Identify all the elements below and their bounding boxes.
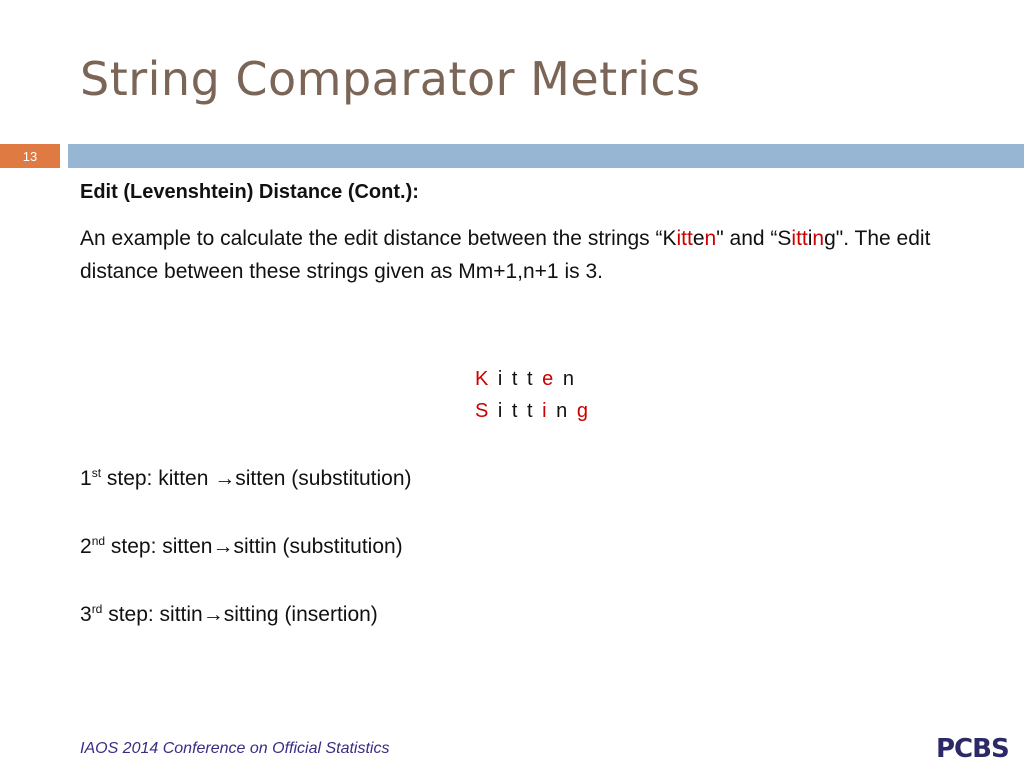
step-2-after: sittin (substitution): [233, 535, 403, 558]
sitting-s: S: [475, 400, 491, 422]
arrow-right-icon: →: [212, 535, 234, 558]
footer-text: IAOS 2014 Conference on Official Statistics: [80, 740, 390, 757]
subheading: Edit (Levenshtein) Distance (Cont.):: [80, 181, 419, 203]
kitten-k: K: [475, 368, 491, 390]
para-highlight-1: itt: [676, 227, 693, 250]
step-3-num: 3: [80, 603, 92, 626]
example-paragraph: [80, 222, 940, 288]
step-3-sup: rd: [91, 602, 103, 616]
string-comparison: [475, 363, 590, 427]
para-highlight-3: itt: [791, 227, 808, 250]
slide-number: 13: [0, 144, 60, 168]
slide-title: String Comparator Metrics: [80, 52, 701, 106]
sitting-g: g: [576, 400, 590, 422]
step-3-after: sitting (insertion): [223, 603, 378, 626]
step-1-after: sitten (substitution): [235, 467, 412, 490]
step-1-num: 1: [80, 467, 92, 490]
step-2-sup: nd: [91, 534, 106, 548]
para-text-3: " and “S: [716, 227, 792, 250]
para-text-1: An example to calculate the edit distance between the strings “K: [80, 227, 677, 250]
para-text-2: e: [692, 227, 705, 250]
kitten-e: e: [542, 368, 556, 390]
step-1-sup: st: [91, 466, 102, 480]
sitting-itt: i t t: [490, 400, 543, 422]
step-1: [80, 466, 412, 491]
step-3-before: step: sittin: [102, 603, 203, 626]
step-2: [80, 534, 403, 559]
step-1-before: step: kitten: [101, 467, 215, 490]
slide-content: [80, 178, 940, 288]
sitting-i: i: [542, 400, 549, 422]
string-sitting: [475, 395, 590, 427]
para-highlight-4: n: [812, 227, 825, 250]
para-highlight-2: n: [704, 227, 717, 250]
para-text-4: i: [807, 227, 813, 250]
string-kitten: [475, 363, 590, 395]
arrow-right-icon: →: [202, 603, 224, 626]
step-2-num: 2: [80, 535, 92, 558]
kitten-itt: i t t: [490, 368, 543, 390]
para-text-5: g". The edit distance between these strings given as Mm+1,n+1 is 3.: [80, 227, 931, 283]
kitten-n: n: [555, 368, 576, 390]
step-3: [80, 602, 378, 627]
title-divider-bar: [68, 144, 1024, 168]
sitting-n: n: [548, 400, 577, 422]
step-2-before: step: sitten: [105, 535, 213, 558]
arrow-right-icon: →: [214, 467, 236, 490]
pcbs-logo: PCBS: [936, 734, 1009, 764]
